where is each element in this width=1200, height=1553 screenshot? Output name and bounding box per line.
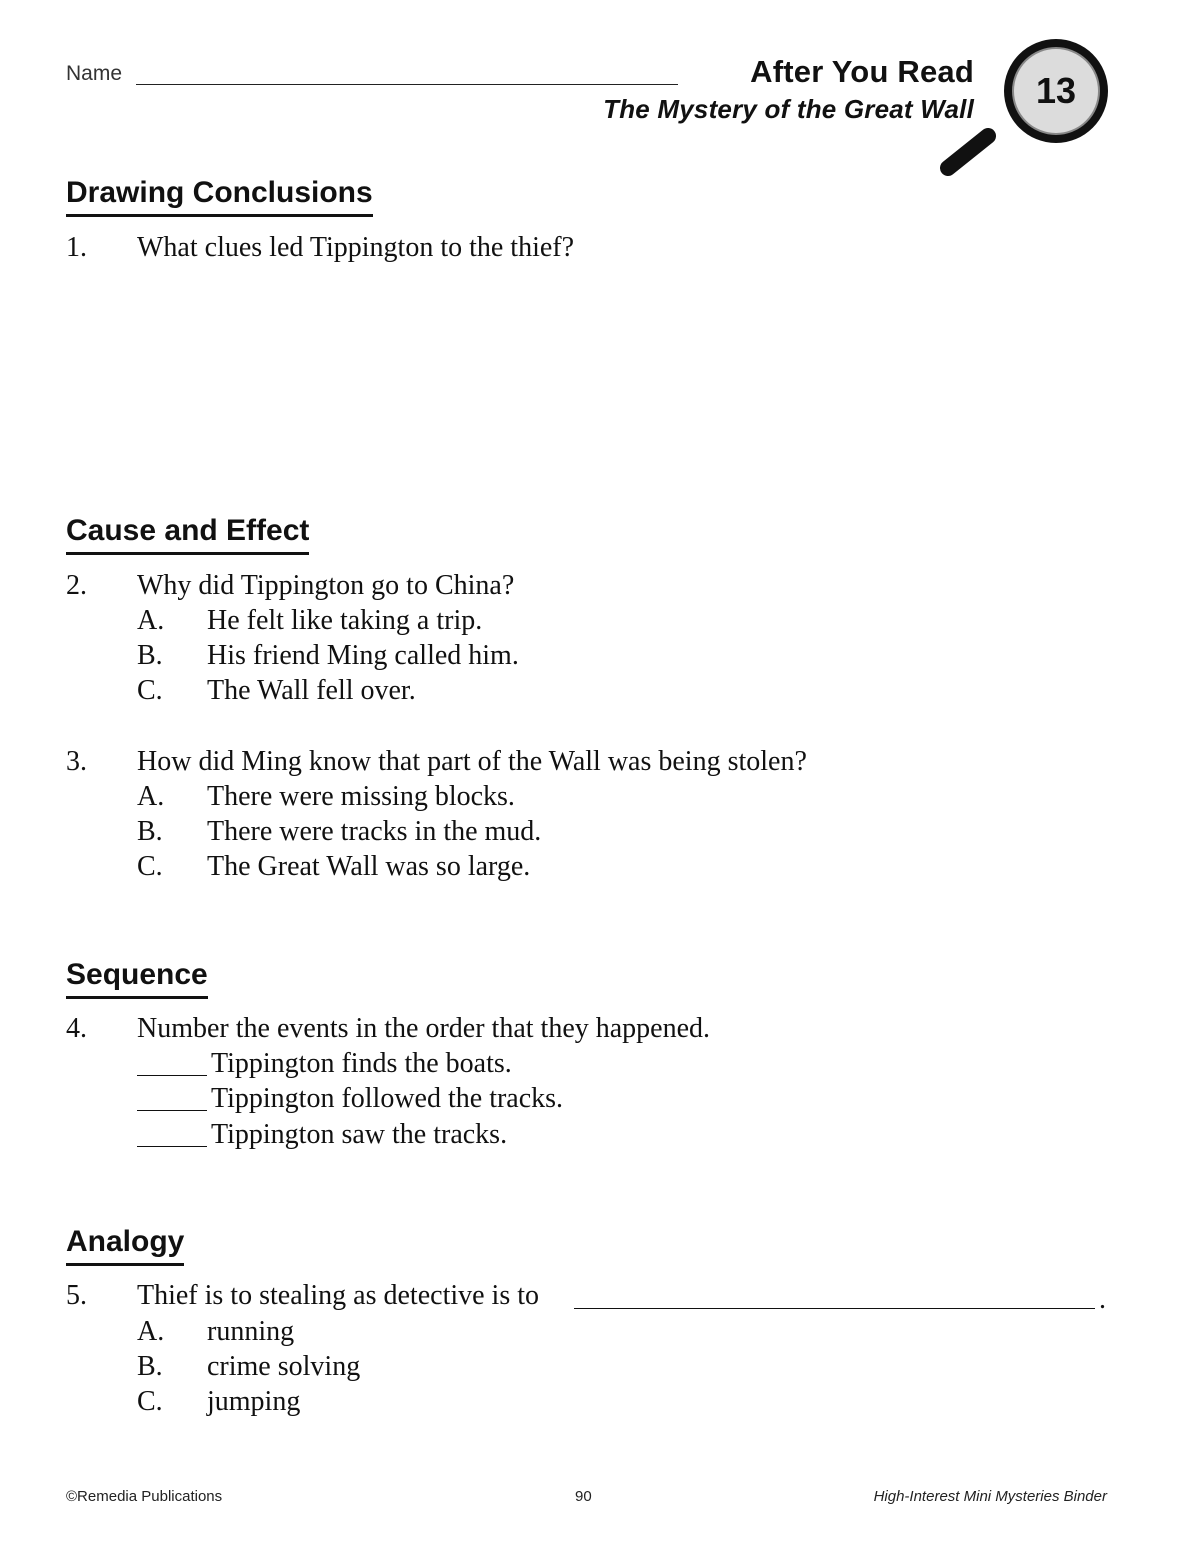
question-number: 2. <box>66 570 87 601</box>
option-text[interactable]: The Wall fell over. <box>207 675 416 706</box>
sequence-event: Tippington finds the boats. <box>211 1048 512 1079</box>
option-letter[interactable]: B. <box>137 1351 163 1382</box>
section-drawing-conclusions <box>66 176 373 217</box>
analogy-end-mark: . <box>1099 1284 1106 1315</box>
option-letter[interactable]: C. <box>137 675 163 706</box>
question-number: 1. <box>66 232 87 263</box>
question-text: Thief is to stealing as detective is to <box>137 1280 540 1311</box>
footer-publisher: ©Remedia Publications <box>66 1488 223 1505</box>
lesson-number-badge: 13 <box>1035 70 1077 111</box>
section-sequence <box>66 958 208 999</box>
option-letter[interactable]: C. <box>137 1386 163 1417</box>
question-text: What clues led Tippington to the thief? <box>137 232 575 263</box>
option-letter[interactable]: A. <box>137 605 165 636</box>
section-analogy <box>66 1225 184 1266</box>
story-title: The Mystery of the Great Wall <box>603 94 974 124</box>
question-text: Why did Tippington go to China? <box>137 570 515 601</box>
sequence-answer-blank[interactable] <box>137 1075 207 1076</box>
option-letter[interactable]: B. <box>137 816 163 847</box>
page-title: After You Read <box>750 54 974 89</box>
section-heading: Analogy <box>66 1225 184 1266</box>
name-blank-line[interactable] <box>136 84 678 85</box>
sequence-event: Tippington saw the tracks. <box>211 1119 508 1150</box>
analogy-answer-blank[interactable] <box>574 1308 1095 1309</box>
option-letter[interactable]: A. <box>137 1316 165 1347</box>
option-text[interactable]: crime solving <box>207 1351 361 1382</box>
option-text[interactable]: There were missing blocks. <box>207 781 515 812</box>
option-text[interactable]: His friend Ming called him. <box>207 640 519 671</box>
option-letter[interactable]: A. <box>137 781 165 812</box>
question-number: 4. <box>66 1013 87 1044</box>
sequence-event: Tippington followed the tracks. <box>211 1083 564 1114</box>
option-text[interactable]: He felt like taking a trip. <box>207 605 483 636</box>
page-number: 90 <box>575 1488 592 1505</box>
name-label: Name <box>66 62 123 85</box>
sequence-answer-blank[interactable] <box>137 1110 207 1111</box>
option-letter[interactable]: B. <box>137 640 163 671</box>
section-cause-and-effect <box>66 514 309 555</box>
question-number: 3. <box>66 746 87 777</box>
question-text: Number the events in the order that they happened. <box>137 1013 711 1044</box>
option-text[interactable]: running <box>207 1316 295 1347</box>
section-heading: Drawing Conclusions <box>66 176 373 217</box>
question-number: 5. <box>66 1280 87 1311</box>
option-text[interactable]: The Great Wall was so large. <box>207 851 531 882</box>
sequence-answer-blank[interactable] <box>137 1146 207 1147</box>
section-heading: Sequence <box>66 958 208 999</box>
option-text[interactable]: There were tracks in the mud. <box>207 816 542 847</box>
footer-book-title: High-Interest Mini Mysteries Binder <box>873 1488 1107 1505</box>
section-heading: Cause and Effect <box>66 514 309 555</box>
option-letter[interactable]: C. <box>137 851 163 882</box>
question-text: How did Ming know that part of the Wall was being stolen? <box>137 746 807 777</box>
option-text[interactable]: jumping <box>207 1386 301 1417</box>
